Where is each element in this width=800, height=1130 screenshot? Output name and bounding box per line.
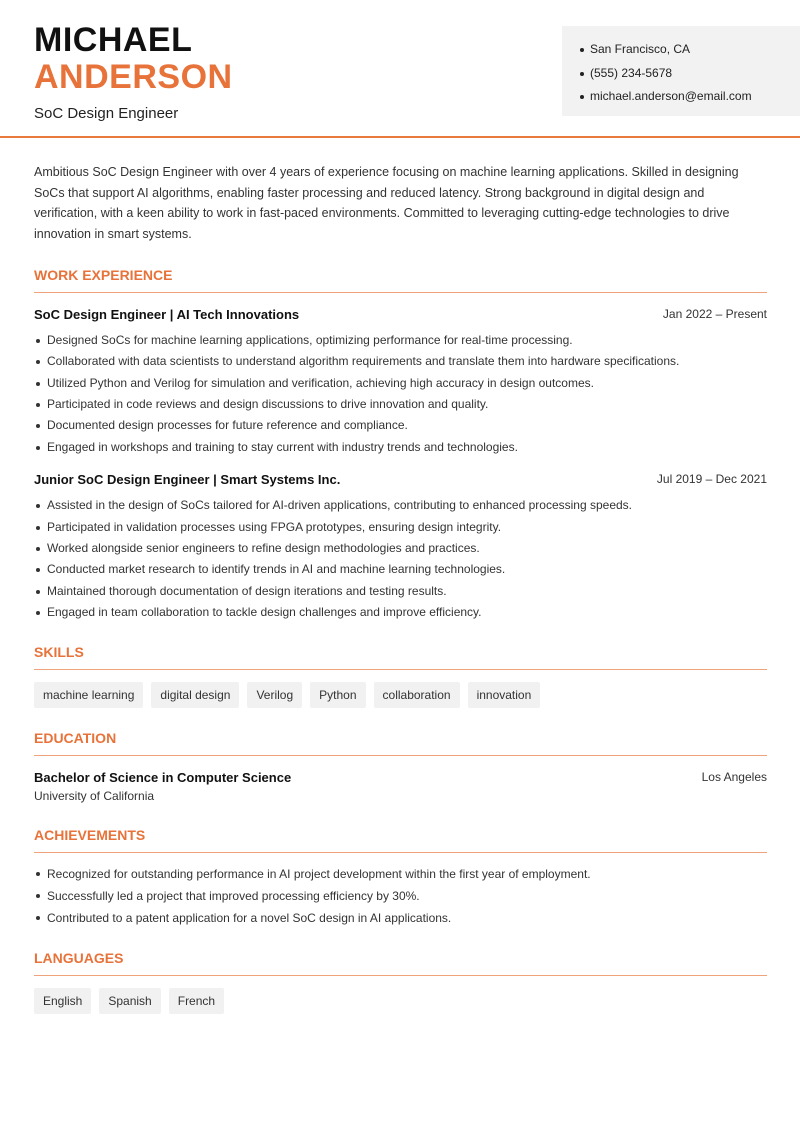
job-entry: [34, 472, 767, 623]
resume-content: [34, 162, 767, 1014]
job-bullet: Participated in validation processes using FPGA prototypes, ensuring design integrity.: [34, 517, 767, 538]
achievements-section: [34, 827, 767, 930]
job-bullet: Participated in code reviews and design discussions to drive innovation and quality.: [34, 394, 767, 415]
contact-box: [562, 26, 800, 116]
skill-tag: Verilog: [247, 682, 302, 708]
summary: Ambitious SoC Design Engineer with over 4 years of experience focusing on machine learning applications. Skilled in designing SoCs that support AI algorithms, enabling faster processing and reduced latency. Strong background in digital design and verification, with a keen ability to work in fast-paced environments. Committed to leveraging cutting-edge technologies to drive innovation in smart systems.: [34, 165, 739, 242]
job-title: SoC Design Engineer: [34, 105, 179, 122]
language-tags: [34, 988, 767, 1014]
job-entry: [34, 307, 767, 458]
achievement-item: Contributed to a patent application for a novel SoC design in AI applications.: [34, 907, 767, 929]
contact-email[interactable]: michael.anderson@email.com: [580, 85, 752, 109]
job-bullet: Assisted in the design of SoCs tailored for AI-driven applications, contributing to enhanced processing speeds.: [34, 495, 767, 516]
language-tag: English: [34, 988, 91, 1014]
job-role: Junior SoC Design Engineer | Smart Systems Inc.: [34, 472, 341, 488]
job-bullet: Maintained thorough documentation of design iterations and testing results.: [34, 581, 767, 602]
skill-tag: collaboration: [374, 682, 460, 708]
job-bullet: Collaborated with data scientists to understand algorithm requirements and translate them into hardware specifications.: [34, 351, 767, 372]
language-tag: Spanish: [99, 988, 160, 1014]
section-title-work: WORK EXPERIENCE: [34, 267, 767, 293]
resume-header: [0, 0, 800, 138]
skill-tag: machine learning: [34, 682, 143, 708]
section-title-achievements: ACHIEVEMENTS: [34, 827, 767, 853]
work-experience-section: [34, 267, 767, 624]
job-bullet: Documented design processes for future reference and compliance.: [34, 415, 767, 436]
skills-section: [34, 644, 767, 708]
job-bullet: Conducted market research to identify trends in AI and machine learning technologies.: [34, 559, 767, 580]
job-bullet: Engaged in team collaboration to tackle design challenges and improve efficiency.: [34, 602, 767, 623]
job-role: SoC Design Engineer | AI Tech Innovations: [34, 306, 300, 322]
job-bullet: Engaged in workshops and training to stay current with industry trends and technologies.: [34, 437, 767, 458]
job-date: Jan 2022 – Present: [662, 306, 767, 321]
achievement-item: Successfully led a project that improved processing efficiency by 30%.: [34, 885, 767, 907]
job-date: Jul 2019 – Dec 2021: [656, 472, 767, 487]
education-location: Los Angeles: [701, 769, 767, 784]
skill-tag: digital design: [151, 682, 239, 708]
job-bullet: Designed SoCs for machine learning applications, optimizing performance for real-time processing.: [34, 330, 767, 351]
section-title-education: EDUCATION: [34, 730, 767, 756]
language-tag: French: [169, 988, 224, 1014]
job-bullet: Worked alongside senior engineers to refine design methodologies and practices.: [34, 538, 767, 559]
skill-tag: innovation: [468, 682, 541, 708]
education-degree: Bachelor of Science in Computer Science: [34, 769, 292, 785]
contact-phone: (555) 234-5678: [580, 62, 752, 86]
last-name: ANDERSON: [34, 58, 233, 96]
contact-location: San Francisco, CA: [580, 38, 752, 62]
education-school: University of California: [34, 788, 155, 803]
skill-tag: Python: [310, 682, 365, 708]
job-bullet: Utilized Python and Verilog for simulation and verification, achieving high accuracy in design outcomes.: [34, 373, 767, 394]
name-block: [34, 22, 233, 122]
first-name: MICHAEL: [34, 21, 193, 59]
languages-section: [34, 950, 767, 1014]
education-section: [34, 730, 767, 803]
skills-tags: [34, 682, 767, 708]
section-title-skills: SKILLS: [34, 644, 767, 670]
achievement-item: Recognized for outstanding performance in AI project development within the first year of employment.: [34, 863, 767, 885]
section-title-languages: LANGUAGES: [34, 950, 767, 976]
